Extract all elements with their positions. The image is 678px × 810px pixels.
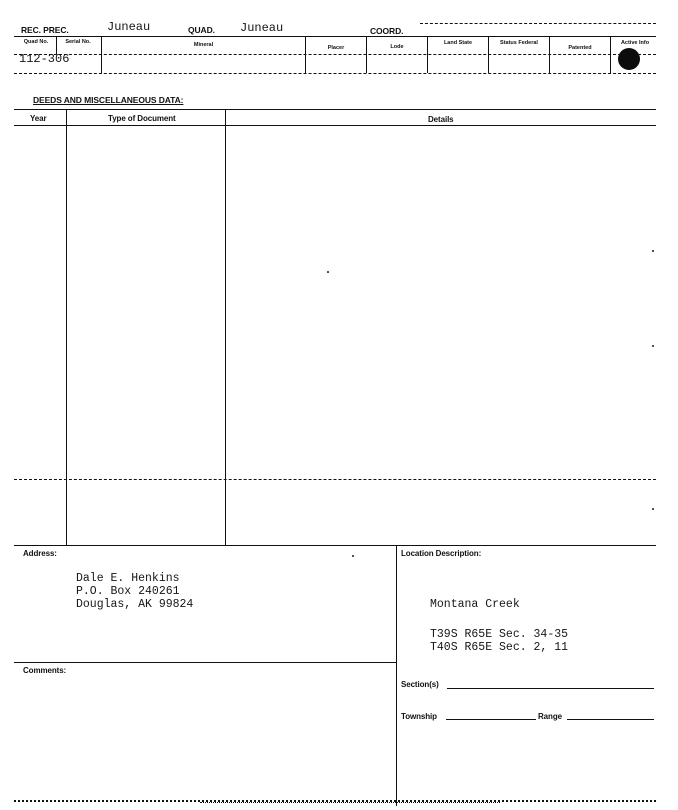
col-lode: Lode bbox=[390, 44, 404, 50]
deeds-top-rule bbox=[14, 109, 656, 110]
quad-value: Juneau bbox=[240, 21, 284, 35]
township-label: Township bbox=[401, 712, 437, 721]
section-label: Section(s) bbox=[401, 680, 439, 689]
quad-serial-value: 112-306 bbox=[19, 52, 70, 66]
range-blank bbox=[567, 719, 654, 720]
col-divider bbox=[427, 37, 428, 73]
col-type-of-document: Type of Document bbox=[108, 114, 176, 123]
col-divider bbox=[366, 37, 367, 73]
speck bbox=[652, 250, 654, 252]
col-details: Details bbox=[428, 115, 454, 124]
township-blank bbox=[446, 719, 536, 720]
rec-prec-label: REC. PREC. bbox=[21, 25, 69, 35]
scan-bottom-edge-2 bbox=[200, 802, 500, 803]
header-top-rule bbox=[14, 36, 656, 37]
active-filled-dot bbox=[618, 48, 640, 70]
col-divider bbox=[488, 37, 489, 73]
deeds-lower-rule bbox=[14, 479, 656, 480]
col-status-federal: Status Federal bbox=[500, 40, 538, 46]
col-serial-no: Serial No. bbox=[65, 39, 91, 45]
col-quad-no: Quad No. bbox=[23, 39, 49, 45]
speck bbox=[352, 555, 354, 557]
comments-top-rule bbox=[14, 662, 396, 663]
location-description-label: Location Description: bbox=[401, 549, 482, 558]
deeds-section-title: DEEDS AND MISCELLANEOUS DATA: bbox=[33, 95, 184, 105]
col-divider bbox=[549, 37, 550, 73]
address-line-3: Douglas, AK 99824 bbox=[76, 598, 194, 611]
col-mineral: Mineral bbox=[193, 42, 214, 48]
location-line-2: T40S R65E Sec. 2, 11 bbox=[430, 641, 569, 654]
rec-prec-value: Juneau bbox=[107, 20, 151, 34]
header-bottom-rule bbox=[14, 73, 656, 74]
col-year: Year bbox=[30, 114, 47, 123]
address-line-1: Dale E. Henkins bbox=[76, 572, 180, 585]
coord-label: COORD. bbox=[370, 26, 404, 36]
speck bbox=[327, 271, 329, 273]
speck bbox=[652, 508, 654, 510]
location-name: Montana Creek bbox=[430, 598, 520, 611]
address-top-rule bbox=[14, 545, 656, 546]
speck bbox=[652, 345, 654, 347]
col-land-status: Land State bbox=[443, 40, 473, 46]
col-patented: Patented bbox=[568, 45, 592, 51]
address-label: Address: bbox=[23, 549, 57, 558]
comments-label: Comments: bbox=[23, 666, 67, 675]
bottom-divider bbox=[396, 546, 397, 806]
col-placer: Placer bbox=[327, 45, 345, 51]
col-divider bbox=[610, 37, 611, 73]
deeds-header-rule bbox=[14, 125, 656, 126]
address-line-2: P.O. Box 240261 bbox=[76, 585, 180, 598]
range-label: Range bbox=[538, 712, 562, 721]
col-active: Active Info bbox=[620, 40, 650, 46]
location-line-1: T39S R65E Sec. 34-35 bbox=[430, 628, 569, 641]
header-mid-rule bbox=[14, 54, 656, 55]
col-divider bbox=[305, 37, 306, 73]
section-blank bbox=[447, 688, 654, 689]
coord-blank-line bbox=[420, 23, 656, 24]
quad-label: QUAD. bbox=[188, 25, 215, 35]
